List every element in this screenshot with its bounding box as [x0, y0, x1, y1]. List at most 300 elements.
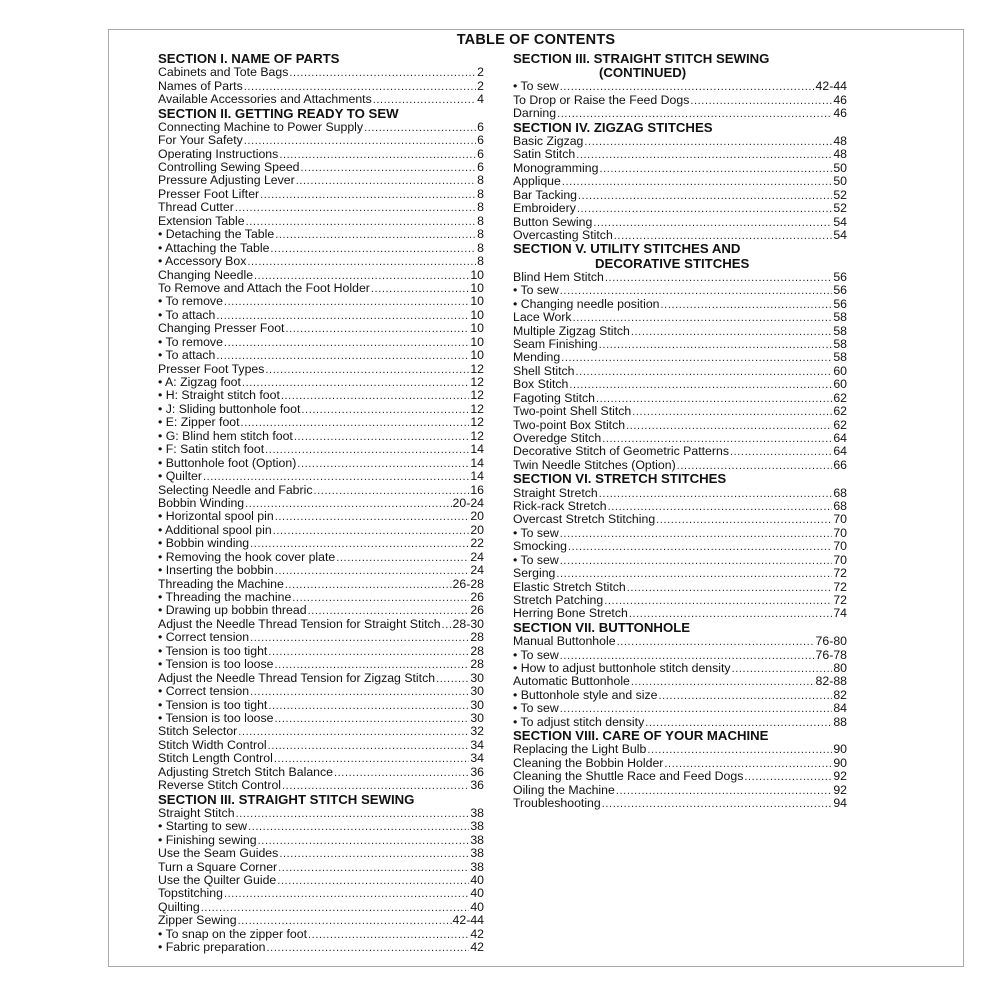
toc-entry-page: 10 — [470, 280, 484, 295]
dot-leader — [631, 326, 832, 339]
toc-entry — [158, 510, 484, 523]
toc-entry-label: • Buttonhole foot (Option) — [158, 455, 297, 470]
toc-entry — [158, 215, 484, 228]
toc-entry — [158, 914, 484, 927]
toc-entry-label: Two-point Shell Stitch — [513, 404, 632, 419]
toc-entry-page: 14 — [470, 469, 484, 484]
toc-entry-label: • H: Straight stitch foot — [158, 388, 280, 403]
toc-entry-label: Extension Table — [158, 213, 245, 228]
toc-entry-page: 10 — [470, 348, 484, 363]
toc-entry — [513, 770, 847, 783]
dot-leader — [294, 431, 469, 444]
toc-entry-label: Connecting Machine to Power Supply — [158, 119, 364, 134]
toc-entry — [513, 432, 847, 445]
toc-entry-page: 94 — [833, 796, 847, 811]
toc-entry — [158, 93, 484, 106]
toc-entry — [513, 500, 847, 513]
toc-entry-page: 36 — [470, 778, 484, 793]
toc-entry-page: 64 — [833, 444, 847, 459]
toc-entry-page: 92 — [833, 769, 847, 784]
toc-entry-label: • J: Sliding buttonhole foot — [158, 401, 301, 416]
toc-entry-label: • Tension is too tight — [158, 643, 268, 658]
dot-leader — [569, 379, 832, 392]
dot-leader — [562, 176, 832, 189]
toc-entry-label: Turn a Square Corner — [158, 859, 278, 874]
toc-entry-page: 6 — [477, 119, 484, 134]
toc-entry-label: • To sew — [513, 283, 559, 298]
toc-entry-label: • Inserting the bobbin — [158, 563, 274, 578]
toc-entry-label: • Correct tension — [158, 684, 250, 699]
toc-entry-page: 28 — [470, 643, 484, 658]
dot-leader — [235, 202, 476, 215]
toc-entry-page: 42-44 — [815, 79, 847, 94]
toc-entry-label: Lace Work — [513, 310, 572, 325]
toc-entry-label: Presser Foot Types — [158, 361, 265, 376]
dot-leader — [308, 929, 469, 942]
dot-leader — [647, 744, 832, 757]
toc-entry-label: Use the Seam Guides — [158, 846, 279, 861]
toc-entry-label: Controlling Sewing Speed — [158, 160, 300, 174]
toc-entry — [513, 540, 847, 553]
toc-entry — [513, 487, 847, 500]
dot-leader — [285, 579, 452, 592]
toc-entry-page: 20-24 — [452, 495, 484, 510]
toc-entry — [513, 459, 847, 472]
toc-entry — [158, 121, 484, 134]
dot-leader — [224, 296, 469, 309]
toc-entry-label: Overcast Stretch Stitching — [513, 512, 656, 527]
toc-entry-page: 70 — [833, 512, 847, 527]
toc-entry — [158, 779, 484, 792]
toc-entry-label: Thread Cutter — [158, 200, 234, 215]
toc-entry-page: 90 — [833, 742, 847, 757]
toc-entry-page: 2 — [477, 78, 484, 93]
toc-entry-page: 34 — [470, 751, 484, 766]
dot-leader — [560, 528, 833, 541]
toc-entry-page: 12 — [470, 388, 484, 403]
toc-entry-label: Bobbin Winding — [158, 495, 245, 510]
dot-leader — [275, 713, 470, 726]
toc-entry — [513, 675, 847, 688]
toc-entry-page: 48 — [833, 147, 847, 162]
toc-entry-page: 46 — [833, 106, 847, 121]
dot-leader — [661, 299, 833, 312]
toc-entry-label: • A: Zigzag foot — [158, 375, 241, 389]
toc-entry — [158, 551, 484, 564]
toc-entry — [513, 797, 847, 810]
toc-entry-label: Presser Foot Lifter — [158, 186, 260, 201]
toc-entry — [513, 162, 847, 175]
toc-entry-label: • To adjust stitch density — [513, 714, 645, 729]
toc-entry — [158, 578, 484, 591]
dot-leader — [632, 406, 832, 419]
dot-leader — [364, 122, 476, 135]
toc-entry-label: Twin Needle Stitches (Option) — [513, 457, 676, 472]
toc-entry — [158, 484, 484, 497]
dot-leader — [334, 767, 469, 780]
section-heading: SECTION VI. STRETCH STITCHES — [513, 471, 727, 487]
toc-entry-label: Box Stitch — [513, 377, 569, 392]
toc-entry-page: 70 — [833, 525, 847, 540]
toc-entry-page: 56 — [833, 283, 847, 298]
toc-entry — [513, 716, 847, 729]
page-title: TABLE OF CONTENTS — [456, 32, 616, 48]
toc-entry-page: 70 — [833, 552, 847, 567]
toc-entry-label: Use the Quilter Guide — [158, 872, 277, 887]
toc-entry-page: 8 — [477, 227, 484, 242]
toc-entry-page: 12 — [470, 375, 484, 389]
toc-entry-label: Cabinets and Tote Bags — [158, 65, 289, 80]
toc-entry-page: 62 — [833, 417, 847, 432]
toc-entry-page: 24 — [470, 549, 484, 564]
toc-entry-page: 40 — [470, 899, 484, 914]
toc-entry-page: 46 — [833, 92, 847, 107]
toc-entry-label: • Detaching the Table — [158, 227, 275, 242]
dot-leader — [577, 203, 832, 216]
toc-entry-label: • Fabric preparation — [158, 940, 266, 955]
toc-entry-page: 16 — [470, 482, 484, 497]
toc-entry — [158, 685, 484, 698]
toc-entry — [513, 419, 847, 432]
toc-entry-label: Monogramming — [513, 160, 599, 175]
dot-leader — [297, 458, 469, 471]
toc-entry-label: Rick-rack Stretch — [513, 498, 607, 513]
toc-entry-label: To Drop or Raise the Feed Dogs — [513, 92, 690, 107]
toc-entry — [513, 743, 847, 756]
dot-leader — [277, 875, 469, 888]
toc-entry-page: 58 — [833, 350, 847, 365]
toc-entry-page: 68 — [833, 498, 847, 513]
toc-entry-page: 8 — [477, 213, 484, 228]
toc-entry — [513, 107, 847, 120]
toc-entry-page: 8 — [477, 173, 484, 188]
toc-entry-label: • Accessory Box — [158, 254, 247, 269]
dot-leader — [604, 595, 832, 608]
dot-leader — [279, 848, 469, 861]
toc-entry — [158, 349, 484, 362]
toc-entry-label: Seam Finishing — [513, 336, 598, 351]
toc-entry-label: For Your Safety — [158, 133, 243, 148]
toc-entry-label: • Buttonhole style and size — [513, 687, 658, 702]
toc-entry-page: 20 — [470, 522, 484, 537]
toc-entry-page: 12 — [470, 361, 484, 376]
toc-entry-page: 40 — [470, 872, 484, 887]
toc-entry-label: • F: Satin stitch foot — [158, 442, 265, 457]
toc-entry-label: Stitch Length Control — [158, 751, 273, 766]
toc-entry-label: • To snap on the zipper foot — [158, 926, 308, 941]
toc-entry — [158, 901, 484, 914]
toc-entry-label: • Tension is too loose — [158, 657, 274, 672]
toc-entry-page: 30 — [470, 684, 484, 699]
toc-entry — [513, 405, 847, 418]
dot-leader — [336, 552, 469, 565]
toc-entry-label: • To attach — [158, 307, 216, 322]
dot-leader — [246, 216, 477, 229]
toc-entry — [513, 527, 847, 540]
toc-entry — [158, 645, 484, 658]
section-heading: SECTION III. STRAIGHT STITCH SEWING — [158, 791, 415, 807]
toc-entry-page: 90 — [833, 755, 847, 770]
toc-entry — [158, 712, 484, 725]
dot-leader — [245, 498, 451, 511]
dot-leader — [314, 485, 470, 498]
toc-entry-label: Changing Needle — [158, 267, 254, 282]
dot-leader — [278, 862, 469, 875]
toc-entry-label: Decorative Stitch of Geometric Patterns — [513, 444, 729, 459]
toc-entry-label: Shell Stitch — [513, 363, 575, 378]
dot-leader — [593, 217, 832, 230]
toc-entry-page: 4 — [477, 92, 484, 107]
toc-entry — [158, 658, 484, 671]
dot-leader — [270, 243, 476, 256]
dot-leader — [602, 798, 833, 811]
toc-entry — [158, 618, 484, 631]
toc-entry-page: 60 — [833, 363, 847, 378]
toc-entry — [158, 537, 484, 550]
toc-entry-page: 12 — [470, 415, 484, 430]
toc-entry-label: • To sew — [513, 79, 559, 94]
toc-entry — [158, 847, 484, 860]
toc-entry — [158, 295, 484, 308]
toc-entry — [158, 282, 484, 295]
toc-entry-label: Adjust the Needle Thread Tension for Zigzag Stitch — [158, 670, 436, 685]
dot-leader — [267, 942, 470, 955]
dot-leader — [289, 67, 476, 80]
toc-entry — [513, 649, 847, 662]
toc-entry-page: 10 — [470, 321, 484, 336]
toc-entry-page: 38 — [470, 805, 484, 820]
toc-entry-page: 50 — [833, 160, 847, 175]
dot-leader — [275, 565, 470, 578]
toc-entry-label: Stitch Width Control — [158, 737, 267, 752]
toc-entry-page: 30 — [470, 697, 484, 712]
toc-entry-label: Satin Stitch — [513, 147, 576, 162]
dot-leader — [247, 256, 476, 269]
dot-leader — [244, 135, 476, 148]
toc-entry-label: Cleaning the Shuttle Race and Feed Dogs — [513, 769, 744, 784]
toc-entry-label: Available Accessories and Attachments — [158, 92, 372, 107]
toc-entry-label: • Bobbin winding — [158, 536, 250, 551]
toc-entry-label: Replacing the Light Bulb — [513, 742, 647, 757]
toc-entry — [158, 725, 484, 738]
dot-leader — [561, 352, 832, 365]
toc-entry — [513, 284, 847, 297]
toc-entry-page: 64 — [833, 431, 847, 445]
toc-entry-label: Bar Tacking — [513, 187, 578, 202]
toc-entry — [158, 66, 484, 79]
toc-entry-page: 50 — [833, 174, 847, 189]
section-heading: SECTION I. NAME OF PARTS — [158, 51, 340, 66]
dot-leader — [301, 404, 469, 417]
dot-leader — [599, 163, 832, 176]
dot-leader — [730, 446, 832, 459]
dot-leader — [201, 902, 470, 915]
toc-entry-page: 36 — [470, 764, 484, 779]
toc-entry — [158, 591, 484, 604]
toc-entry-page: 8 — [477, 254, 484, 269]
toc-entry — [513, 581, 847, 594]
toc-entry-label: Stitch Selector — [158, 724, 238, 739]
dot-leader — [626, 420, 832, 433]
toc-entry-page: 72 — [833, 579, 847, 594]
toc-entry — [158, 134, 484, 147]
dot-leader — [238, 726, 469, 739]
toc-entry-label: To Remove and Attach the Foot Holder — [158, 280, 370, 295]
toc-entry — [158, 739, 484, 752]
toc-entry-label: Oiling the Machine — [513, 782, 615, 797]
toc-entry — [513, 189, 847, 202]
toc-entry-label: Zipper Sewing — [158, 913, 237, 928]
toc-entry — [513, 338, 847, 351]
dot-leader — [275, 511, 470, 524]
dot-leader — [599, 339, 833, 352]
toc-entry-page: 74 — [833, 606, 847, 621]
toc-entry-label: Elastic Stretch Stitch — [513, 579, 626, 594]
toc-entry — [513, 445, 847, 458]
toc-entry-label: • Drawing up bobbin thread — [158, 603, 307, 618]
dot-leader — [371, 283, 469, 296]
toc-entry-page: 38 — [470, 819, 484, 834]
toc-entry — [513, 757, 847, 770]
toc-entry — [513, 378, 847, 391]
toc-entry-label: Threading the Machine — [158, 576, 284, 591]
toc-entry-label: • Quilter — [158, 469, 202, 484]
toc-entry — [158, 861, 484, 874]
toc-entry-page: 8 — [477, 240, 484, 255]
dot-leader — [576, 366, 833, 379]
toc-entry-page: 14 — [470, 455, 484, 470]
toc-entry-label: Straight Stretch — [513, 485, 598, 500]
toc-entry-label: Manual Buttonhole — [513, 634, 616, 649]
dot-leader — [285, 323, 469, 336]
toc-entry — [513, 80, 847, 93]
toc-entry-label: Herring Bone Stretch — [513, 606, 628, 621]
dot-leader — [301, 162, 477, 175]
toc-entry-label: Topstitching — [158, 886, 223, 901]
toc-entry-page: 34 — [470, 737, 484, 752]
dot-leader — [268, 700, 469, 713]
toc-entry-page: 12 — [470, 401, 484, 416]
toc-entry-page: 82-88 — [815, 674, 847, 689]
dot-leader — [617, 636, 815, 649]
dot-leader — [744, 771, 832, 784]
toc-entry-page: 10 — [470, 307, 484, 322]
toc-entry-label: Adjust the Needle Thread Tension for Straight Stitch — [158, 616, 441, 631]
toc-entry-page: 8 — [477, 200, 484, 215]
toc-entry-page: 10 — [470, 267, 484, 282]
toc-entry — [158, 524, 484, 537]
toc-entry-page: 38 — [470, 859, 484, 874]
toc-entry — [513, 229, 847, 242]
toc-entry-page: 56 — [833, 269, 847, 284]
toc-entry-label: • Correct tension — [158, 630, 250, 645]
dot-leader — [268, 646, 469, 659]
toc-entry-label: • Changing needle position — [513, 296, 660, 311]
toc-entry — [158, 269, 484, 282]
toc-entry-label: • To sew — [513, 525, 559, 540]
toc-entry — [158, 457, 484, 470]
toc-entry-label: • To sew — [513, 647, 559, 662]
toc-entry — [158, 336, 484, 349]
toc-entry — [158, 766, 484, 779]
toc-entry-label: • Tension is too loose — [158, 710, 274, 725]
toc-entry-page: 42 — [470, 926, 484, 941]
toc-entry-page: 24 — [470, 563, 484, 578]
dot-leader — [224, 888, 469, 901]
toc-entry-label: Quilting — [158, 899, 200, 914]
toc-entry-page: 72 — [833, 566, 847, 581]
dot-leader — [250, 686, 469, 699]
toc-entry — [513, 702, 847, 715]
toc-entry-label: • To sew — [513, 552, 559, 567]
toc-entry — [158, 699, 484, 712]
toc-entry — [513, 607, 847, 620]
section-heading: SECTION IV. ZIGZAG STITCHES — [513, 119, 713, 135]
dot-leader — [279, 149, 476, 162]
toc-entry — [158, 564, 484, 577]
toc-entry-page: 22 — [470, 536, 484, 551]
toc-entry-label: • Tension is too tight — [158, 697, 268, 712]
toc-entry — [158, 672, 484, 685]
toc-entry-page: 28 — [470, 630, 484, 645]
toc-entry-label: • Removing the hook cover plate — [158, 549, 336, 564]
toc-entry-label: • To remove — [158, 294, 223, 309]
toc-entry-page: 30 — [470, 670, 484, 685]
toc-entry — [158, 376, 484, 389]
toc-entry-label: Pressure Adjusting Lever — [158, 173, 295, 188]
toc-entry — [513, 365, 847, 378]
dot-leader — [260, 189, 476, 202]
toc-entry-page: 54 — [833, 214, 847, 229]
toc-entry-label: • Attaching the Table — [158, 240, 270, 255]
toc-entry-label: Mending — [513, 350, 561, 365]
toc-entry — [158, 874, 484, 887]
toc-entry — [158, 631, 484, 644]
toc-entry-label: Troubleshooting — [513, 796, 601, 811]
toc-entry — [158, 322, 484, 335]
toc-entry-label: Darning — [513, 106, 557, 121]
toc-entry — [513, 94, 847, 107]
dot-leader — [436, 673, 469, 686]
toc-entry-page: 38 — [470, 846, 484, 861]
toc-entry — [513, 216, 847, 229]
section-heading: SECTION V. UTILITY STITCHES AND — [513, 241, 741, 257]
toc-entry-page: 2 — [477, 65, 484, 80]
toc-entry-page: 54 — [833, 227, 847, 242]
toc-entry-label: Changing Presser Foot — [158, 321, 285, 336]
toc-entry — [158, 174, 484, 187]
toc-entry-page: 68 — [833, 485, 847, 500]
toc-entry-label: • Starting to sew — [158, 819, 248, 834]
toc-entry-label: Fagoting Stitch — [513, 390, 596, 405]
toc-entry — [158, 161, 484, 174]
toc-entry-page: 42 — [470, 940, 484, 955]
toc-entry-label: Multiple Zigzag Stitch — [513, 323, 630, 338]
dot-leader — [578, 190, 832, 203]
toc-entry-page: 12 — [470, 428, 484, 443]
dot-leader — [596, 393, 832, 406]
toc-entry — [158, 430, 484, 443]
toc-entry-label: Names of Parts — [158, 78, 243, 93]
toc-entry-label: Operating Instructions — [158, 146, 279, 161]
toc-entry-page: 76-80 — [815, 634, 847, 649]
toc-entry — [513, 351, 847, 364]
toc-entry-page: 88 — [833, 714, 847, 729]
dot-leader — [568, 541, 832, 554]
toc-entry-label: Cleaning the Bobbin Holder — [513, 755, 664, 770]
dot-leader — [224, 337, 469, 350]
toc-entry-page: 70 — [833, 539, 847, 554]
